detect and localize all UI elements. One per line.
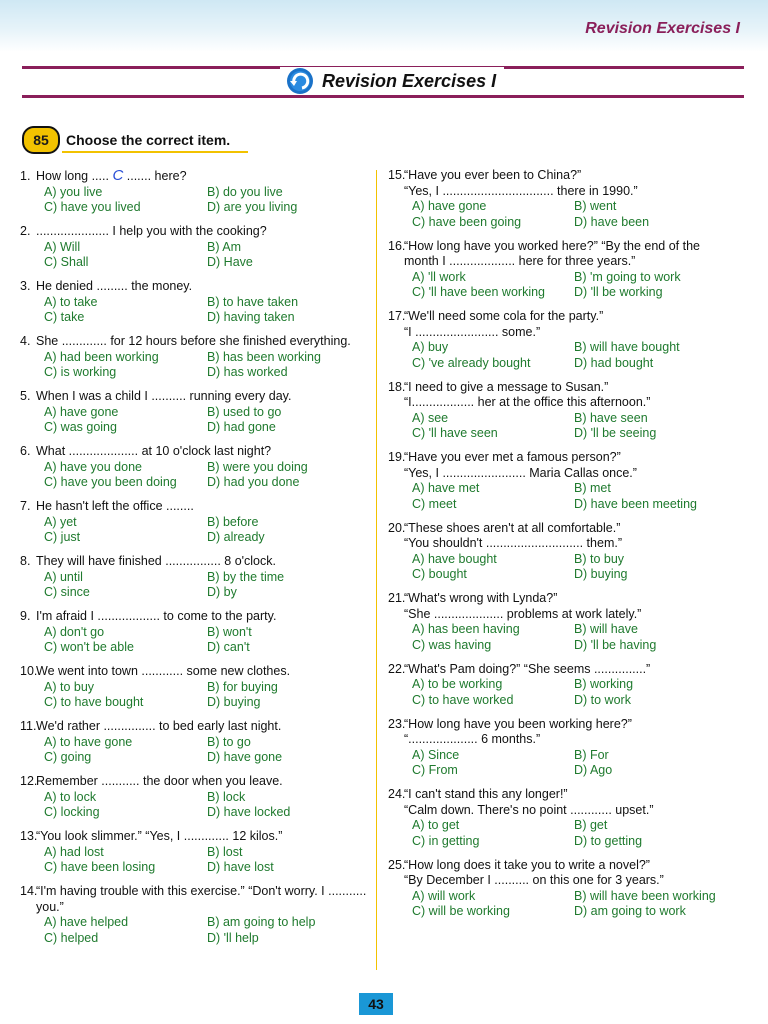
option-d[interactable]: D) have lost xyxy=(207,860,274,874)
option-c[interactable]: C) was having xyxy=(412,637,492,652)
question-number: 10. xyxy=(20,664,38,678)
question-1 xyxy=(20,168,370,216)
question-20 xyxy=(388,521,738,583)
option-b[interactable]: B) before xyxy=(207,514,259,529)
title-rule-bottom xyxy=(22,95,744,98)
option-a[interactable]: A) to get xyxy=(412,818,460,832)
question-text: “How long have you been working here?” xyxy=(404,716,632,731)
option-a[interactable]: A) see xyxy=(412,410,449,425)
option-a[interactable]: A) Since xyxy=(412,747,460,762)
option-d[interactable]: D) 'll help xyxy=(207,930,259,945)
question-text: “What's wrong with Lynda?” xyxy=(404,591,558,605)
question-number: 15. xyxy=(388,168,406,182)
question-number: 9. xyxy=(20,609,31,623)
option-a[interactable]: A) have gone xyxy=(44,404,119,419)
option-a[interactable]: A) yet xyxy=(44,514,77,529)
option-a[interactable]: A) until xyxy=(44,569,83,584)
title-label xyxy=(280,67,504,95)
question-text: “I need to give a message to Susan.” xyxy=(404,379,609,394)
option-a[interactable]: A) Will xyxy=(44,239,81,254)
option-b[interactable]: B) Am xyxy=(207,239,242,254)
question-11 xyxy=(20,719,370,766)
question-number: 5. xyxy=(20,389,31,403)
question-number: 1. xyxy=(20,169,31,183)
option-c[interactable]: C) have you lived xyxy=(44,200,141,214)
task-underline xyxy=(62,151,248,153)
option-d[interactable]: D) had you done xyxy=(207,475,300,489)
question-text: He denied ......... the money. xyxy=(36,279,193,293)
option-c[interactable]: C) was going xyxy=(44,420,117,434)
option-c[interactable]: C) have been going xyxy=(412,214,522,229)
question-text: “How long have you worked here?” “By the end of the month I ................... here for three years.” xyxy=(404,238,701,268)
question-reply: “I.................. her at the office this afternoon.” xyxy=(404,395,651,409)
question-17 xyxy=(388,309,738,371)
option-d[interactable]: D) had gone xyxy=(207,420,276,434)
question-24 xyxy=(388,787,738,849)
question-number: 11. xyxy=(20,719,37,733)
option-a[interactable]: A) 'll work xyxy=(412,269,466,284)
task-heading xyxy=(22,126,230,154)
question-2 xyxy=(20,224,370,271)
option-b[interactable]: B) met xyxy=(574,481,611,495)
option-d[interactable]: D) are you living xyxy=(207,200,298,214)
option-d[interactable]: D) am going to work xyxy=(574,904,686,918)
option-d[interactable]: D) already xyxy=(207,530,265,544)
question-reply: “Yes, I ........................ Maria Callas once.” xyxy=(404,465,637,480)
question-text: ..................... I help you with the cooking? xyxy=(36,224,267,238)
handwritten-answer: C xyxy=(112,167,124,184)
option-b[interactable]: B) has been working xyxy=(207,349,321,364)
option-b[interactable]: B) for buying xyxy=(207,679,278,694)
option-c[interactable]: C) 'll have seen xyxy=(412,426,498,440)
option-c[interactable]: C) meet xyxy=(412,496,457,511)
question-number: 6. xyxy=(20,444,31,458)
question-text: She ............. for 12 hours before she finished everything. xyxy=(36,334,351,348)
option-d[interactable]: D) buying xyxy=(207,695,261,709)
question-text: Remember ........... the door when you leave. xyxy=(36,774,283,788)
question-number: 8. xyxy=(20,554,31,568)
option-c[interactable]: C) have you been doing xyxy=(44,475,177,489)
question-text: “These shoes aren't at all comfortable.” xyxy=(404,520,621,535)
option-b[interactable]: B) went xyxy=(574,199,617,213)
question-reply: “.................... 6 months.” xyxy=(404,732,541,746)
option-a[interactable]: A) to have gone xyxy=(44,734,133,749)
question-22 xyxy=(388,662,738,709)
question-number: 18. xyxy=(388,379,406,394)
question-23 xyxy=(388,717,738,779)
option-c[interactable]: C) Shall xyxy=(44,255,89,269)
question-number: 12. xyxy=(20,774,38,788)
question-13 xyxy=(20,829,370,876)
page-title: Revision Exercises I xyxy=(322,70,497,91)
question-number: 3. xyxy=(20,279,31,293)
task-number-badge: 85 xyxy=(22,126,60,154)
option-a[interactable]: A) you live xyxy=(44,184,103,199)
question-10 xyxy=(20,664,370,711)
question-15 xyxy=(388,168,738,230)
question-reply: “I ........................ some.” xyxy=(404,324,541,339)
option-c[interactable]: C) in getting xyxy=(412,833,480,848)
option-b[interactable]: B) get xyxy=(574,818,608,832)
option-b[interactable]: B) lost xyxy=(207,844,243,859)
option-c[interactable]: C) is working xyxy=(44,365,117,379)
option-a[interactable]: A) had been working xyxy=(44,349,159,364)
option-b[interactable]: B) 'm going to work xyxy=(574,269,681,284)
question-text: We'd rather ............... to bed early last night. xyxy=(36,719,282,733)
question-text: “We'll need some cola for the party.” xyxy=(404,309,604,323)
question-text: When I was a child I .......... running every day. xyxy=(36,389,292,403)
question-text: “I can't stand this any longer!” xyxy=(404,787,568,801)
question-5 xyxy=(20,389,370,436)
running-head: Revision Exercises I xyxy=(585,20,740,37)
option-a[interactable]: A) have met xyxy=(412,481,480,495)
question-number: 14. xyxy=(20,884,38,898)
option-c[interactable]: C) will be working xyxy=(412,904,510,918)
question-reply: “You shouldn't ............................ them.” xyxy=(404,536,622,550)
right-column xyxy=(388,168,738,928)
question-3 xyxy=(20,279,370,326)
question-reply: “She .................... problems at work lately.” xyxy=(404,606,642,621)
question-number: 19. xyxy=(388,450,406,464)
page-number: 43 xyxy=(359,993,393,1015)
question-12 xyxy=(20,774,370,821)
option-a[interactable]: A) have you done xyxy=(44,459,142,474)
question-number: 22. xyxy=(388,661,406,676)
question-21 xyxy=(388,591,738,653)
option-b[interactable]: B) to buy xyxy=(574,551,625,566)
option-c[interactable]: C) 'll have been working xyxy=(412,285,546,299)
option-a[interactable]: A) had lost xyxy=(44,844,104,859)
option-b[interactable]: B) am going to help xyxy=(207,915,316,929)
option-a[interactable]: A) to take xyxy=(44,294,98,309)
option-b[interactable]: B) were you doing xyxy=(207,459,308,474)
option-c[interactable]: C) just xyxy=(44,530,81,544)
option-b[interactable]: B) to have taken xyxy=(207,294,299,309)
question-number: 4. xyxy=(20,334,31,348)
column-divider xyxy=(376,170,377,970)
option-d[interactable]: D) can't xyxy=(207,640,250,654)
option-d[interactable]: D) buying xyxy=(574,567,628,581)
left-column xyxy=(20,168,370,955)
option-d[interactable]: D) 'll be working xyxy=(574,285,663,299)
question-text: “How long does it take you to write a novel?” xyxy=(404,857,650,872)
question-text: “Have you ever been to China?” xyxy=(404,168,582,182)
question-14 xyxy=(20,884,370,946)
option-d[interactable]: D) 'll be having xyxy=(574,637,657,652)
task-instruction: Choose the correct item. xyxy=(66,132,231,148)
option-b[interactable]: B) will have bought xyxy=(574,340,680,354)
option-d[interactable]: D) by xyxy=(207,585,237,599)
option-a[interactable]: A) have bought xyxy=(412,551,497,566)
option-a[interactable]: A) will work xyxy=(412,888,476,903)
question-text: I'm afraid I .................. to come to the party. xyxy=(36,609,277,623)
option-c[interactable]: C) helped xyxy=(44,930,99,945)
question-18 xyxy=(388,380,738,442)
option-c[interactable]: C) From xyxy=(412,763,458,777)
option-b[interactable]: B) by the time xyxy=(207,569,285,584)
option-b[interactable]: B) won't xyxy=(207,624,252,639)
option-c[interactable]: C) locking xyxy=(44,805,100,819)
option-d[interactable]: D) Have xyxy=(207,255,253,269)
question-number: 2. xyxy=(20,224,31,238)
option-b[interactable]: B) For xyxy=(574,747,609,762)
option-a[interactable]: A) has been having xyxy=(412,622,520,636)
option-d[interactable]: D) 'll be seeing xyxy=(574,426,657,440)
option-c[interactable]: C) have been losing xyxy=(44,860,156,874)
question-text: He hasn't left the office ........ xyxy=(36,499,194,513)
question-number: 24. xyxy=(388,787,406,801)
option-c[interactable]: C) going xyxy=(44,750,92,764)
option-c[interactable]: C) to have bought xyxy=(44,695,144,709)
question-text: “I'm having trouble with this exercise.” “Don't worry. I ........... you.” xyxy=(36,884,367,914)
option-d[interactable]: D) have been meeting xyxy=(574,496,697,511)
question-6 xyxy=(20,444,370,491)
option-c[interactable]: C) won't be able xyxy=(44,640,134,654)
option-d[interactable]: D) had bought xyxy=(574,355,654,370)
option-b[interactable]: B) have seen xyxy=(574,410,648,425)
option-d[interactable]: D) to work xyxy=(574,692,631,707)
option-c[interactable]: C) since xyxy=(44,585,90,599)
question-text: How long ..... xyxy=(36,169,109,183)
question-reply: “Calm down. There's no point ............ upset.” xyxy=(404,802,654,817)
option-b[interactable]: B) will have xyxy=(574,622,638,636)
question-text: They will have finished ................ 8 o'clock. xyxy=(36,554,276,568)
option-d[interactable]: D) has worked xyxy=(207,365,288,379)
option-a[interactable]: A) to lock xyxy=(44,789,97,804)
question-8 xyxy=(20,554,370,601)
question-text: “You look slimmer.” “Yes, I ............. 12 kilos.” xyxy=(36,829,283,843)
question-16 xyxy=(388,239,738,301)
option-a[interactable]: A) don't go xyxy=(44,624,105,639)
option-d[interactable]: D) have been xyxy=(574,214,650,229)
question-number: 7. xyxy=(20,499,31,513)
option-c[interactable]: C) bought xyxy=(412,567,467,581)
refresh-icon xyxy=(286,67,314,95)
question-number: 21. xyxy=(388,591,406,605)
option-a[interactable]: A) have helped xyxy=(44,915,129,929)
option-b[interactable]: B) do you live xyxy=(207,184,283,199)
question-text: We went into town ............ some new clothes. xyxy=(36,664,291,678)
question-reply: “Yes, I ................................ there in 1990.” xyxy=(404,183,638,198)
option-b[interactable]: B) will have been working xyxy=(574,888,716,903)
question-7 xyxy=(20,499,370,546)
option-b[interactable]: B) lock xyxy=(207,789,246,804)
question-number: 23. xyxy=(388,716,406,731)
question-reply: “By December I .......... on this one for 3 years.” xyxy=(404,873,664,887)
option-a[interactable]: A) buy xyxy=(412,340,449,354)
option-d[interactable]: D) Ago xyxy=(574,763,613,777)
question-number: 17. xyxy=(388,309,406,323)
question-number: 25. xyxy=(388,857,406,872)
question-number: 16. xyxy=(388,238,406,253)
question-text: What .................... at 10 o'clock last night? xyxy=(36,444,272,458)
option-c[interactable]: C) take xyxy=(44,310,85,324)
option-d[interactable]: D) having taken xyxy=(207,310,295,324)
question-number: 20. xyxy=(388,520,406,535)
option-a[interactable]: A) to be working xyxy=(412,677,503,691)
question-25 xyxy=(388,858,738,920)
question-19 xyxy=(388,450,738,512)
option-c[interactable]: C) 've already bought xyxy=(412,355,531,370)
option-b[interactable]: B) working xyxy=(574,677,634,691)
question-9 xyxy=(20,609,370,656)
option-d[interactable]: D) have locked xyxy=(207,805,291,819)
question-text: “What's Pam doing?” “She seems ...............” xyxy=(404,661,651,676)
question-number: 13. xyxy=(20,829,38,843)
option-b[interactable]: B) used to go xyxy=(207,404,282,419)
option-d[interactable]: D) to getting xyxy=(574,833,643,848)
option-b[interactable]: B) to go xyxy=(207,734,251,749)
title-band xyxy=(22,64,744,100)
option-d[interactable]: D) have gone xyxy=(207,750,283,764)
option-a[interactable]: A) to buy xyxy=(44,679,95,694)
question-text: “Have you ever met a famous person?” xyxy=(404,450,621,464)
option-c[interactable]: C) to have worked xyxy=(412,692,514,707)
question-text-end: ....... here? xyxy=(126,169,187,183)
question-4 xyxy=(20,334,370,381)
option-a[interactable]: A) have gone xyxy=(412,199,487,213)
